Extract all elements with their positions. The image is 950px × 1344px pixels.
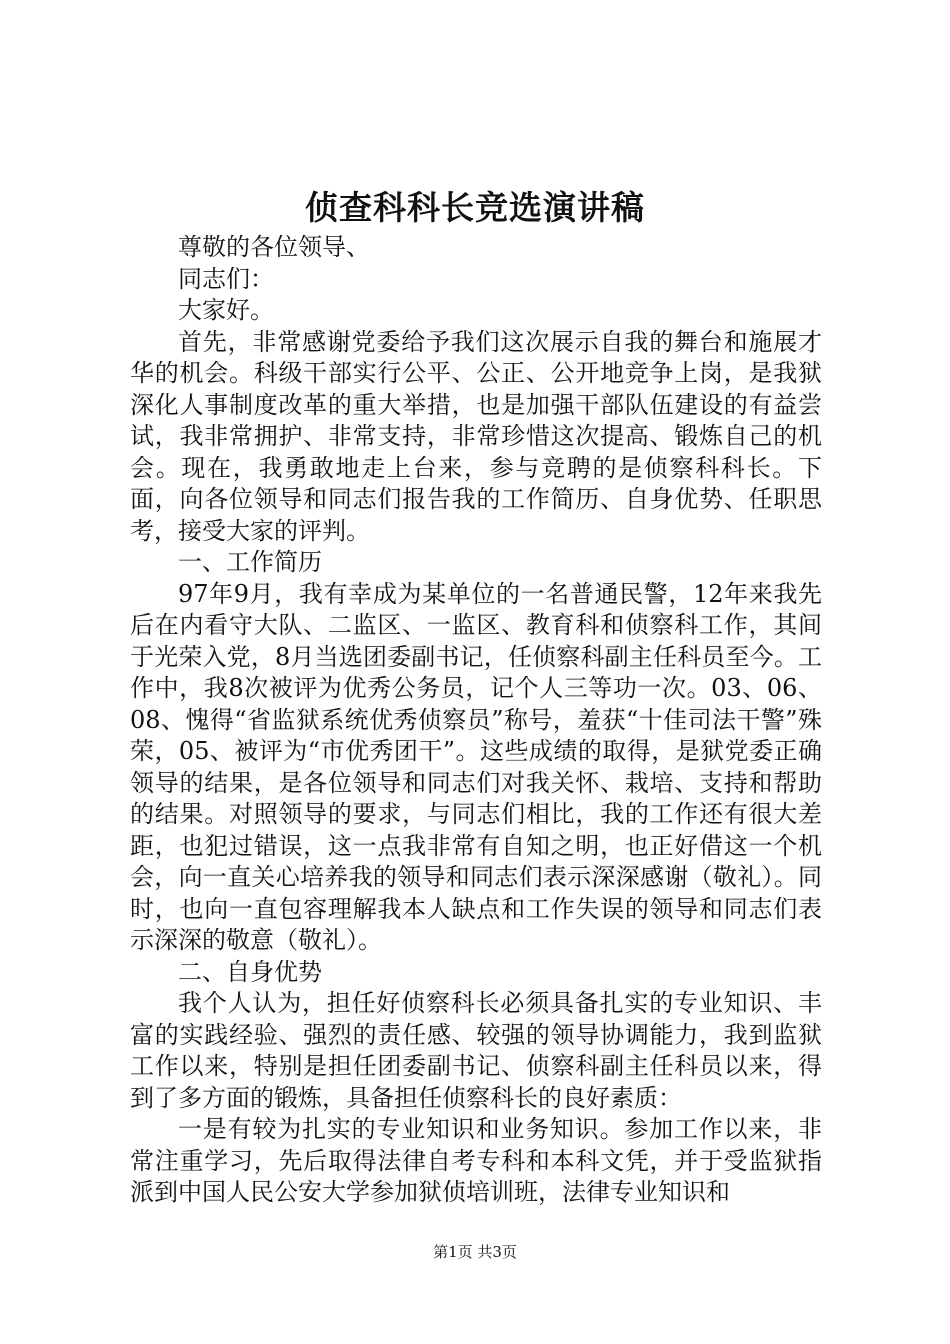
salutation-line: 尊敬的各位领导、 (178, 233, 370, 261)
salutation-line: 同志们： (178, 264, 274, 293)
strengths-paragraph: 我个人认为，担任好侦察科长必须具备扎实的专业知识、丰富的实践经验、强烈的责任感、较强的领导协调能力，我到监狱工作以来，特别是担任团委副书记、侦察科副主任科员以来，得到了多方面的锻炼，具备担任侦察科长的良好素质： (130, 989, 822, 1112)
document-body (130, 232, 822, 1209)
section-heading-work-history: 一、工作简历 (178, 548, 322, 576)
intro-paragraph: 首先，非常感谢党委给予我们这次展示自我的舞台和施展才华的机会。科级干部实行公平、公正、公开地竞争上岗，是我狱深化人事制度改革的重大举措，也是加强干部队伍建设的有益尝试，我非常拥护、非常支持，非常珍惜这次提高、锻炼自己的机会。现在，我勇敢地走上台来，参与竞聘的是侦察科科长。下面，向各位领导和同志们报告我的工作简历、自身优势、任职思考，接受大家的评判。 (130, 327, 822, 545)
section-heading-strengths: 二、自身优势 (178, 957, 322, 986)
work-history-paragraph: 97年9月，我有幸成为某单位的一名普通民警，12年来我先后在内看守大队、二监区、一监区、教育科和侦察科工作，其间于光荣入党，8月当选团委副书记，任侦察科副主任科员至今。工作中，我8次被评为优秀公务员，记个人三等功一次。03、06、08、愧得“省监狱系统优秀侦察员”称号，羞获“十佳司法干警”殊荣，05、被评为“市优秀团干”。这些成绩的取得，是狱党委正确领导的结果，是各位领导和同志们对我关怀、栽培、支持和帮助的结果。对照领导的要求，与同志们相比，我的工作还有很大差距，也犯过错误，这一点我非常有自知之明，也正好借这一个机会，向一直关心培养我的领导和同志们表示深深感谢（敬礼）。同时，也向一直包容理解我本人缺点和工作失误的领导和同志们表示深深的敬意（敬礼）。 (130, 579, 822, 954)
page-number-footer: 第1页 共3页 (433, 1243, 517, 1261)
strength-one-paragraph: 一是有较为扎实的专业知识和业务知识。参加工作以来，非常注重学习，先后取得法律自考专科和本科文凭，并于受监狱指派到中国人民公安大学参加狱侦培训班，法律专业知识和 (130, 1115, 822, 1206)
document-title: 侦查科科长竞选演讲稿 (305, 188, 645, 227)
greeting-line: 大家好。 (178, 296, 274, 324)
